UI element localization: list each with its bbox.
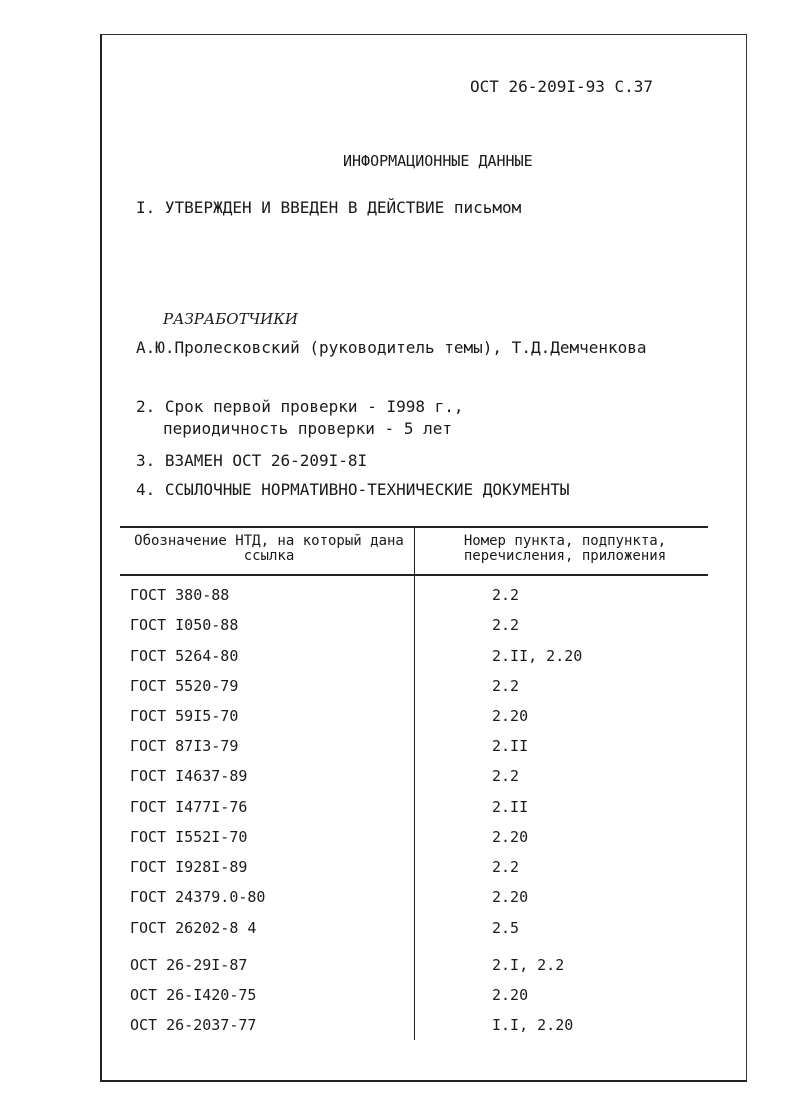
table-cell-document: ОСТ 26-I420-75 — [130, 986, 257, 1004]
section-1-approval: I. УТВЕРЖДЕН И ВВЕДЕН В ДЕЙСТВИЕ письмом — [136, 198, 522, 217]
table-row — [120, 647, 708, 677]
table-row — [120, 767, 708, 797]
table-cell-clause: 2.II, 2.20 — [492, 647, 583, 665]
table-cell-document: ГОСТ I050-88 — [130, 616, 239, 634]
table-cell-document: ГОСТ 5520-79 — [130, 677, 239, 695]
table-row — [120, 828, 708, 858]
table-header-document: Обозначение НТД, на который дана ссылка — [134, 533, 404, 564]
table-cell-clause: 2.I, 2.2 — [492, 956, 565, 974]
document-code-header: ОСТ 26-209I-93 С.37 — [470, 77, 654, 96]
table-row — [120, 858, 708, 888]
page-title: ИНФОРМАЦИОННЫЕ ДАННЫЕ — [343, 152, 533, 170]
table-row — [120, 616, 708, 646]
table-cell-clause: 2.II — [492, 737, 529, 755]
table-cell-clause: 2.2 — [492, 767, 520, 785]
table-cell-document: ОСТ 26-29I-87 — [130, 956, 248, 974]
table-cell-document: ГОСТ 24379.0-80 — [130, 888, 266, 906]
item-2-line-1: 2. Срок первой проверки - I998 г., — [136, 397, 464, 416]
table-cell-clause: I.I, 2.20 — [492, 1016, 574, 1034]
table-cell-document: ГОСТ 59I5-70 — [130, 707, 239, 725]
table-cell-clause: 2.20 — [492, 986, 529, 1004]
table-row — [120, 919, 708, 949]
developers-names: А.Ю.Пролесковский (руководитель темы), Т.Д.Демченкова — [136, 338, 647, 357]
table-cell-document: ГОСТ I477I-76 — [130, 798, 248, 816]
table-cell-clause: 2.5 — [492, 919, 520, 937]
table-cell-clause: 2.20 — [492, 888, 529, 906]
table-cell-document: ГОСТ 380-88 — [130, 586, 230, 604]
table-row — [120, 707, 708, 737]
table-cell-document: ОСТ 26-2037-77 — [130, 1016, 257, 1034]
table-row — [120, 956, 708, 986]
table-cell-document: ГОСТ I4637-89 — [130, 767, 248, 785]
item-2-line-2: периодичность проверки - 5 лет — [163, 419, 452, 438]
table-cell-clause: 2.2 — [492, 616, 520, 634]
table-row — [120, 677, 708, 707]
table-row — [120, 986, 708, 1016]
table-cell-document: ГОСТ 87I3-79 — [130, 737, 239, 755]
table-cell-document: ГОСТ 5264-80 — [130, 647, 239, 665]
table-cell-clause: 2.II — [492, 798, 529, 816]
table-row — [120, 798, 708, 828]
table-cell-document: ГОСТ I928I-89 — [130, 858, 248, 876]
table-cell-clause: 2.20 — [492, 828, 529, 846]
table-cell-clause: 2.20 — [492, 707, 529, 725]
table-cell-clause: 2.2 — [492, 858, 520, 876]
item-4-references-heading: 4. ССЫЛОЧНЫЕ НОРМАТИВНО-ТЕХНИЧЕСКИЕ ДОКУМЕНТЫ — [136, 480, 570, 499]
table-row — [120, 1016, 708, 1046]
item-3-replaces: 3. ВЗАМЕН ОСТ 26-209I-8I — [136, 451, 368, 470]
table-row — [120, 586, 708, 616]
table-row — [120, 888, 708, 918]
table-cell-document: ГОСТ 26202-8 4 — [130, 919, 257, 937]
table-cell-document: ГОСТ I552I-70 — [130, 828, 248, 846]
table-header-clause: Номер пункта, подпункта, перечисления, приложения — [463, 533, 667, 564]
developers-label: РАЗРАБОТЧИКИ — [163, 310, 298, 328]
table-row — [120, 737, 708, 767]
table-cell-clause: 2.2 — [492, 586, 520, 604]
table-cell-clause: 2.2 — [492, 677, 520, 695]
